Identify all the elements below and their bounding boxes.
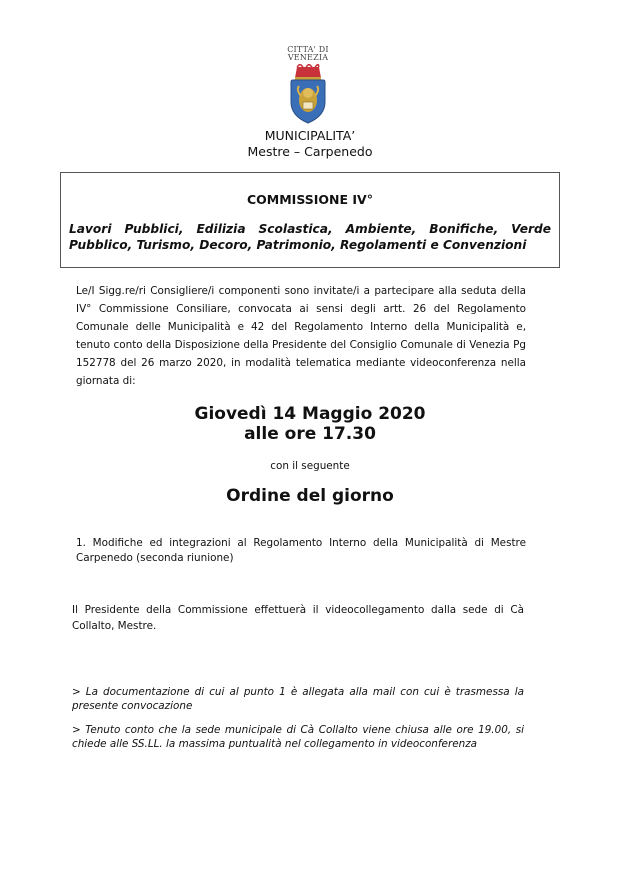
following-text: con il seguente [270,460,350,472]
meeting-date: Giovedì 14 Maggio 2020 [194,404,426,424]
municipality-area: Mestre – Carpenedo [247,144,373,159]
commission-topics: Lavori Pubblici, Edilizia Scolastica, Ambiente, Bonifiche, Verde Pubblico, Turismo, Decoro, Patrimonio, Regolamenti e Convenzioni [69,222,551,252]
municipality-header [0,128,620,160]
logo-city-text [282,46,334,62]
logo-city-line1: CITTA' DI [287,45,329,54]
meeting-datetime [0,404,620,444]
venice-coat-of-arms-icon [288,64,328,124]
city-logo [282,46,334,126]
agenda-title: Ordine del giorno [226,486,394,506]
agenda-item: 1. Modifiche ed integrazioni al Regolamento Interno della Municipalità di Mestre Carpenedo (seconda riunione) [76,537,526,564]
note-documentation: > La documentazione di cui al punto 1 è allegata alla mail con cui è trasmessa la presente convocazione [72,686,524,712]
municipality-title: MUNICIPALITA’ [264,128,356,143]
logo-city-line2: VENEZIA [287,53,329,62]
invitation-paragraph: Le/I Sigg.re/ri Consigliere/i componenti sono invitate/i a partecipare alla seduta della IV° Commissione Consiliare, convocata ai sensi degli artt. 26 del Regolamento Comunale delle Municipalità e 42 del Regolamento Interno della Municipalità e, tenuto conto della Disposizione della Presidente del Consiglio Comunale di Venezia Pg 152778 del 26 marzo 2020, in modalità telematica mediante videoconferenza nella giornata di: [76,285,526,387]
agenda-list [76,536,526,566]
president-note: Il Presidente della Commissione effettuerà il videocollegamento dalla sede di Cà Collalto, Mestre. [72,604,524,632]
meeting-time: alle ore 17.30 [244,424,376,444]
commission-title: COMMISSIONE IV° [247,192,373,207]
note-punctuality: > Tenuto conto che la sede municipale di Cà Collalto viene chiusa alle ore 19.00, si chiede alle SS.LL. la massima puntualità nel collegamento in videoconferenza [72,724,524,750]
commission-box [60,172,560,268]
